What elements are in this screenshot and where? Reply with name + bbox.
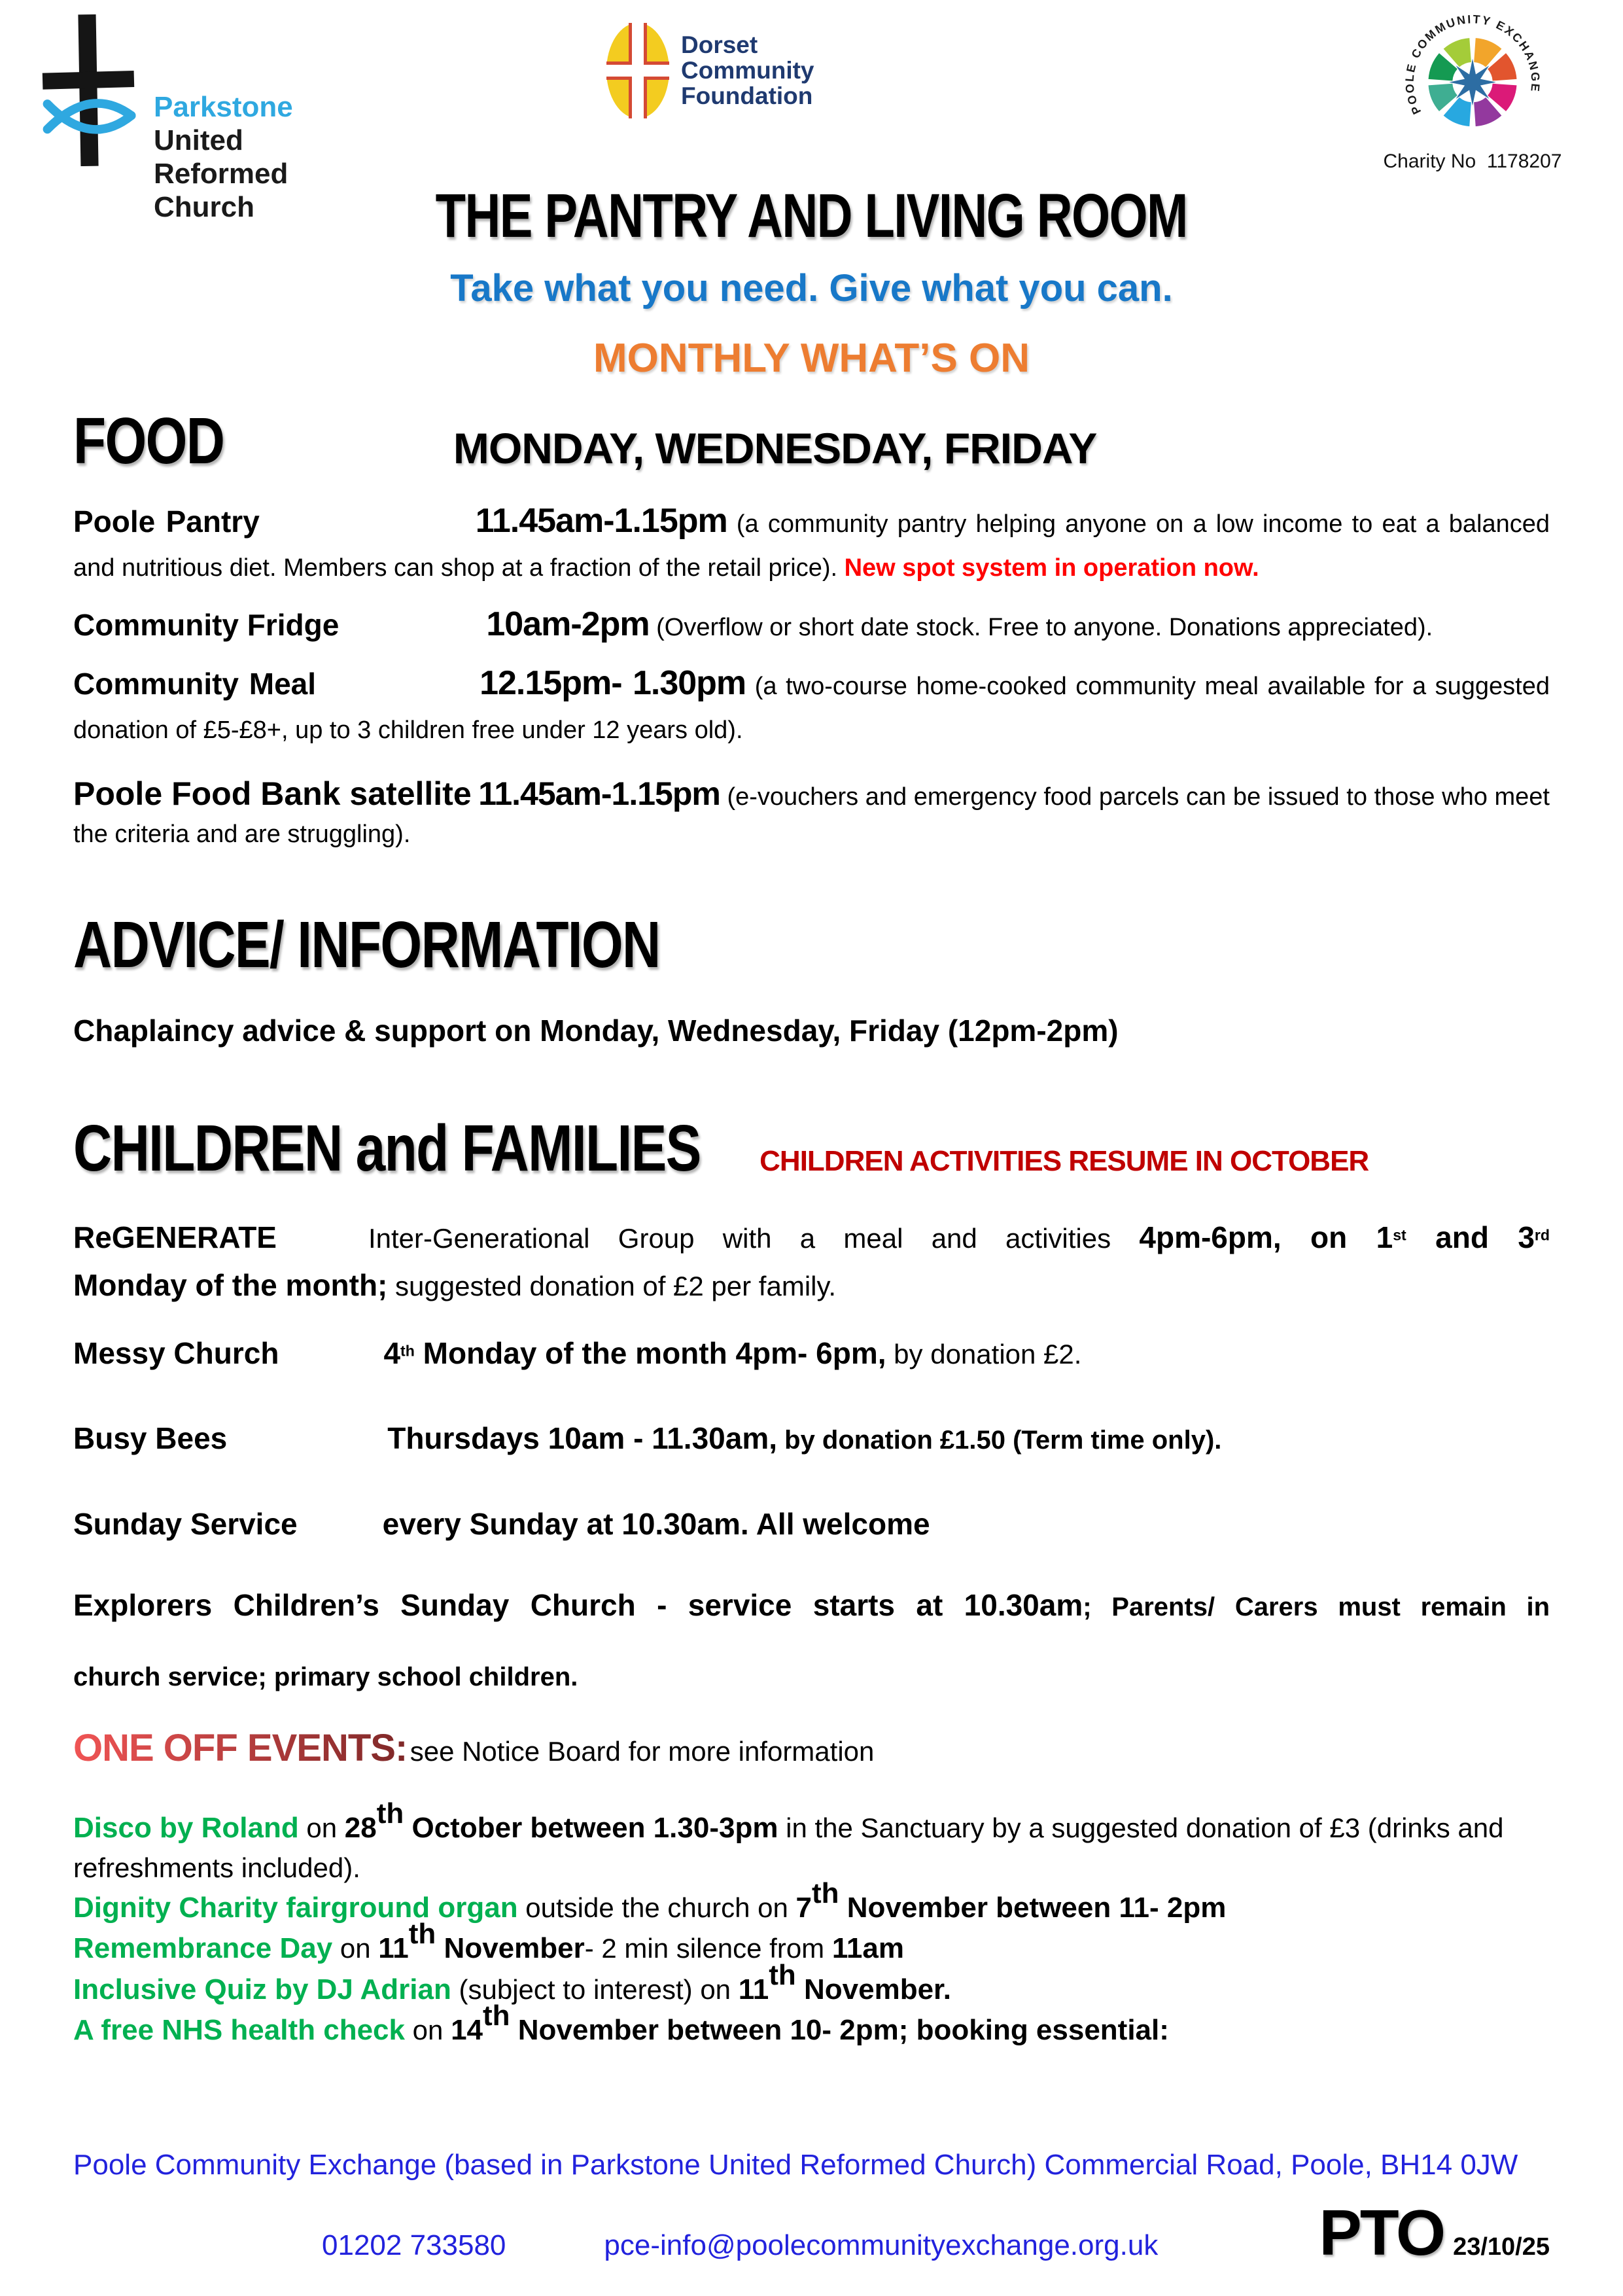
event-fairground-organ <box>73 1877 1550 1928</box>
ordinal-suffix: rd <box>1534 1226 1550 1244</box>
event-text: (subject to interest) on <box>451 1973 739 2005</box>
charity-number: Charity No 1178207 <box>1383 150 1562 172</box>
item-bold-small: church service; primary school children. <box>73 1663 578 1692</box>
regenerate-item-line2 <box>73 1262 1550 1310</box>
event-lead: A free NHS health check <box>73 2014 405 2046</box>
item-text: Inter-Generational Group with a meal and activities <box>368 1222 1140 1254</box>
event-bold: November. <box>795 1973 951 2005</box>
item-name: Poole Food Bank satellite <box>73 775 472 812</box>
one-off-events-label: ONE OFF EVENTS: <box>73 1726 408 1769</box>
ordinal-suffix: st <box>1393 1226 1406 1244</box>
community-fridge-item <box>73 597 1550 652</box>
ordinal-suffix: th <box>812 1877 839 1909</box>
chaplaincy-line: Chaplaincy advice & support on Monday, Wednesday, Friday (12pm-2pm) <box>73 1013 1119 1048</box>
busy-bees-item <box>73 1415 1550 1463</box>
monthly-whats-on-heading: MONTHLY WHAT’S ON <box>593 336 1030 381</box>
cross-fish-icon <box>36 12 141 169</box>
pce-wheel-icon <box>1404 12 1541 146</box>
dorset-logo-line: Dorset <box>681 31 758 58</box>
item-bold-small: by donation £1.50 (Term time only). <box>777 1425 1222 1455</box>
parkstone-logo-text <box>154 12 293 224</box>
pto-label: PTO <box>1319 2197 1444 2269</box>
item-alert: New spot system in operation now. <box>844 554 1259 582</box>
item-desc: (a community pantry helping anyone on a low income to eat a balanced and nutritious diet. Members can shop at a fraction of the retail price). <box>73 510 1550 582</box>
event-text: outside the church on <box>517 1892 796 1923</box>
item-time: 11.45am-1.15pm <box>478 775 720 812</box>
community-meal-item <box>73 656 1550 751</box>
parkstone-logo-line: Reformed <box>154 158 288 190</box>
food-section-header <box>73 404 1550 479</box>
children-heading: CHILDREN and FAMILIES <box>73 1111 701 1185</box>
event-lead: Disco by Roland <box>73 1811 299 1844</box>
ordinal-suffix: th <box>376 1797 404 1829</box>
ordinal-suffix: th <box>408 1918 436 1951</box>
item-bold: Monday of the month 4pm- 6pm, <box>414 1335 886 1370</box>
item-bold: Thursdays 10am - 11.30am, <box>387 1421 778 1455</box>
food-heading: FOOD <box>73 404 224 478</box>
event-bold: October between 1.30-3pm <box>404 1811 778 1844</box>
tab-spacer <box>260 531 476 532</box>
event-bold: 11am <box>831 1932 904 1965</box>
footer-address: Poole Community Exchange (based in Parkstone United Reformed Church) Commercial Road, Poole, BH14 0JW <box>73 2149 1518 2181</box>
event-disco <box>73 1797 1550 1888</box>
event-bold: 28 <box>344 1811 377 1844</box>
item-name: Community Fridge <box>73 607 340 642</box>
item-name: Busy Bees <box>73 1421 228 1455</box>
pce-circle-text: POOLE COMMUNITY EXCHANGE <box>1404 12 1541 116</box>
pto-block <box>1319 2196 1550 2270</box>
sunday-service-item <box>73 1500 1550 1549</box>
event-text: on <box>332 1933 379 1964</box>
tab-spacer <box>279 1363 383 1364</box>
dorset-shield-icon <box>605 21 671 120</box>
children-section-header <box>73 1111 1550 1186</box>
event-remembrance <box>73 1918 1550 1969</box>
explorers-item-line2 <box>73 1654 1550 1698</box>
item-name: ReGENERATE <box>73 1220 277 1254</box>
messy-church-item <box>73 1330 1550 1378</box>
event-bold: 11 <box>378 1932 409 1965</box>
dorset-logo-text <box>681 21 814 109</box>
dorset-foundation-logo <box>605 12 1361 120</box>
one-off-events-sub: see Notice Board for more information <box>410 1735 875 1767</box>
tagline: Take what you need. Give what you can. <box>450 267 1173 309</box>
food-days: MONDAY, WEDNESDAY, FRIDAY <box>453 424 1097 472</box>
children-notice: CHILDREN ACTIVITIES RESUME IN OCTOBER <box>759 1144 1369 1177</box>
item-desc: (Overflow or short date stock. Free to anyone. Donations appreciated). <box>649 613 1433 641</box>
item-name: Community Meal <box>73 667 317 701</box>
item-desc: (a two-course home-cooked community meal available for a suggested donation of £5-£8+, up to 3 children free under 12 years old). <box>73 673 1550 745</box>
item-bold: Explorers Children’s Sunday Church - service starts at 10.30am <box>73 1587 1083 1622</box>
advice-heading: ADVICE/ INFORMATION <box>73 908 660 981</box>
event-bold: 7 <box>795 1891 812 1924</box>
footer-date: 23/10/25 <box>1453 2233 1550 2261</box>
event-nhs-check <box>73 2000 1550 2051</box>
item-bold: 4pm-6pm, on 1 <box>1139 1220 1393 1254</box>
event-bold: 14 <box>451 2014 483 2046</box>
item-bold-small: ; Parents/ Carers must remain in <box>1083 1592 1550 1621</box>
item-name: Messy Church <box>73 1335 279 1370</box>
item-bold: Monday of the month; <box>73 1268 388 1303</box>
event-lead: Inclusive Quiz by DJ Adrian <box>73 1973 451 2005</box>
pce-logo <box>1361 12 1584 173</box>
event-text: on <box>298 1812 345 1843</box>
item-bold: every Sunday at 10.30am. All welcome <box>382 1507 930 1542</box>
events-list <box>73 1797 1550 2051</box>
event-bold: November between 11- 2pm <box>839 1891 1227 1924</box>
dorset-logo-line: Foundation <box>681 82 813 109</box>
footer-phone: 01202 733580 <box>322 2229 506 2262</box>
ordinal-suffix: th <box>400 1342 415 1360</box>
event-lead: Remembrance Day <box>73 1932 333 1965</box>
parkstone-logo-line: Church <box>154 191 254 224</box>
footer-contact-row <box>73 2196 1550 2270</box>
item-text: suggested donation of £2 per family. <box>387 1271 837 1302</box>
item-time: 12.15pm- 1.30pm <box>480 664 746 703</box>
event-bold: November <box>436 1932 585 1965</box>
event-text: on <box>405 2015 451 2045</box>
advice-section-header <box>73 908 1550 983</box>
item-time: 10am-2pm <box>486 605 650 643</box>
item-time: 11.45am-1.15pm <box>475 502 727 540</box>
poole-pantry-item <box>73 493 1550 589</box>
event-bold: 11 <box>738 1973 769 2005</box>
parkstone-logo-line: Parkstone <box>154 91 293 123</box>
event-quiz <box>73 1958 1550 2010</box>
item-name: Sunday Service <box>73 1507 298 1542</box>
item-bold: and 3 <box>1406 1220 1535 1254</box>
ordinal-suffix: th <box>769 1958 796 1991</box>
item-name: Poole Pantry <box>73 504 260 539</box>
food-bank-item <box>73 771 1550 853</box>
event-text: in the Sanctuary by a suggested donation of £3 (drinks and refreshments included). <box>73 1812 1504 1883</box>
footer-email: pce-info@poolecommunityexchange.org.uk <box>604 2229 1159 2262</box>
ordinal-suffix: th <box>483 2000 510 2032</box>
parkstone-logo-line: United <box>154 124 243 157</box>
event-lead: Dignity Charity fairground organ <box>73 1891 518 1924</box>
event-bold: November between 10- 2pm; booking essential: <box>510 2014 1169 2046</box>
page-title: THE PANTRY AND LIVING ROOM <box>435 181 1188 251</box>
item-desc: (e-vouchers and emergency food parcels can be issued to those who meet the criteria and are struggling). <box>73 783 1550 848</box>
tab-spacer <box>227 1448 387 1449</box>
dorset-logo-line: Community <box>681 56 814 84</box>
explorers-item <box>73 1581 1550 1630</box>
pce-star-icon <box>1449 59 1496 106</box>
tab-spacer <box>277 1247 368 1248</box>
one-off-events-header <box>73 1726 1550 1770</box>
item-bold: 4 <box>383 1335 401 1370</box>
item-text: by donation £2. <box>886 1338 1082 1369</box>
regenerate-item <box>73 1214 1550 1262</box>
event-text: - 2 min silence from <box>584 1933 832 1964</box>
